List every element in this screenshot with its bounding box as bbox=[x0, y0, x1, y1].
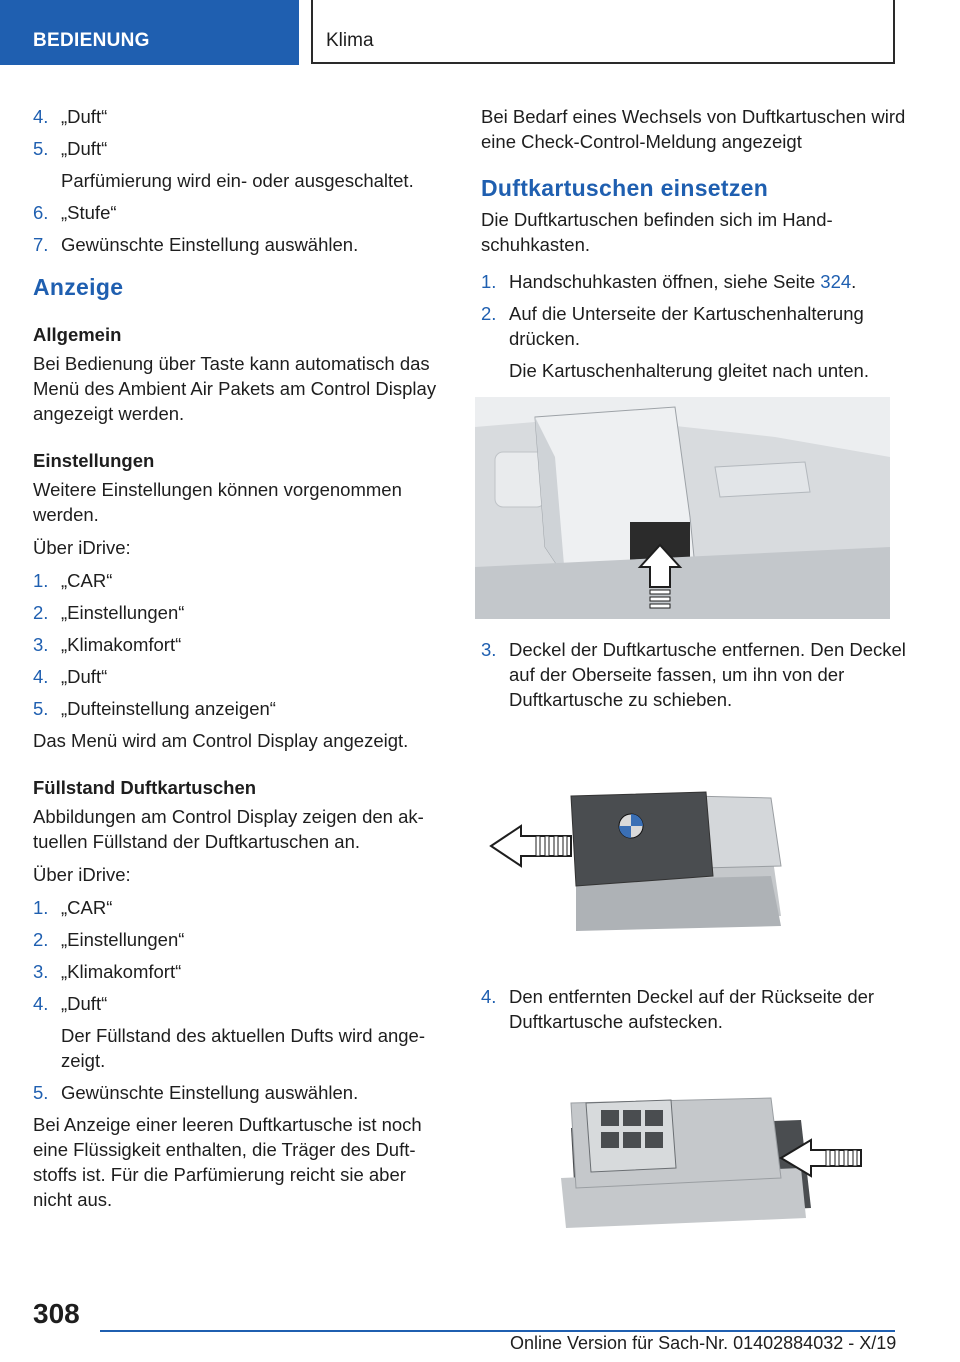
paragraph: Die Duftkartuschen befinden sich im Handschuhkasten. bbox=[481, 209, 833, 255]
list-item: 2. Auf die Unterseite der Kartuschenhalterung drücken. Die Kartuschenhalterung gleitet nach unten. bbox=[481, 303, 869, 381]
chapter-title: Klima bbox=[326, 30, 374, 51]
list-item: 2. „Einstellungen“ bbox=[33, 929, 185, 950]
list-item: 4. Den entfernten Deckel auf der Rückseite der Duftkartusche aufstecken. bbox=[481, 986, 875, 1032]
glovebox-illustration bbox=[475, 397, 890, 619]
footer-divider bbox=[100, 1330, 895, 1332]
paragraph: Weitere Einstellungen können vorgenommen werden. bbox=[33, 479, 402, 525]
list-item: 5. Gewünschte Einstellung auswählen. bbox=[33, 1082, 359, 1103]
list-item: 6. „Stufe“ bbox=[33, 202, 117, 223]
heading-anzeige: Anzeige bbox=[33, 274, 124, 300]
left-column bbox=[33, 104, 448, 1220]
list-item: 3. „Klimakomfort“ bbox=[33, 961, 182, 982]
heading-einsetzen: Duftkartuschen einsetzen bbox=[481, 175, 769, 201]
heading-einstellungen: Einstellungen bbox=[33, 450, 155, 471]
list-item: 3. „Klimakomfort“ bbox=[33, 634, 182, 655]
list-item: 2. „Einstellungen“ bbox=[33, 602, 185, 623]
paragraph: Über iDrive: bbox=[33, 864, 131, 885]
list-item: 5. „Dufteinstellung anzeigen“ bbox=[33, 698, 276, 719]
page-link[interactable]: 324 bbox=[820, 271, 852, 292]
paragraph: Bei Bedarf eines Wechsels von Duftkartuschen wird eine Check-Control-Meldung angezeigt bbox=[481, 106, 906, 152]
section-tab bbox=[0, 0, 299, 65]
list-item: 3. Deckel der Duftkartusche entfernen. Den Deckel auf der Oberseite fassen, um ihn von der Duftkartusche zu schieben. bbox=[481, 639, 906, 710]
paragraph: Bei Bedienung über Taste kann automatisch das Menü des Ambient Air Pakets am Control Display angezeigt werden. bbox=[33, 353, 437, 424]
page-number: 308 bbox=[33, 1298, 80, 1329]
cartridge-back-drawing bbox=[481, 1048, 896, 1270]
list-item: 1. „CAR“ bbox=[33, 897, 113, 918]
right-column bbox=[481, 104, 911, 1288]
cartridge-lid-drawing bbox=[481, 726, 896, 966]
paragraph: Das Menü wird am Control Display angezeigt. bbox=[33, 730, 409, 751]
list-item: 4. „Duft“ bbox=[33, 106, 108, 127]
paragraph: Bei Anzeige einer leeren Duftkartusche ist noch eine Flüssigkeit enthalten, die Träger des Duftstoffs ist. Für die Parfümierung reicht sie aber nicht aus. bbox=[33, 1114, 422, 1210]
footer-text: Online Version für Sach-Nr. 01402884032 - X/19 bbox=[510, 1333, 897, 1353]
paragraph: Über iDrive: bbox=[33, 537, 131, 558]
list-item: 4. „Duft“ Der Füllstand des aktuellen Dufts wird angezeigt. bbox=[33, 993, 426, 1071]
list-item: 7. Gewünschte Einstellung auswählen. bbox=[33, 234, 359, 255]
heading-allgemein: Allgemein bbox=[33, 324, 122, 345]
paragraph: Abbildungen am Control Display zeigen den aktuellen Füllstand der Duftkartuschen an. bbox=[33, 806, 424, 852]
list-item: 5. „Duft“ Parfümierung wird ein- oder ausgeschaltet. bbox=[33, 138, 414, 191]
list-item: 4. „Duft“ bbox=[33, 666, 108, 687]
section-title: BEDIENUNG bbox=[33, 30, 150, 51]
list-item: 1. Handschuhkasten öffnen, siehe Seite 324. bbox=[481, 271, 857, 292]
list-item: 1. „CAR“ bbox=[33, 570, 113, 591]
heading-fuellstand: Füllstand Duftkartuschen bbox=[33, 777, 257, 798]
cartridge-lid-illustration bbox=[481, 726, 896, 966]
chapter-header bbox=[311, 0, 895, 64]
cartridge-back-illustration bbox=[481, 1048, 896, 1270]
glovebox-drawing bbox=[475, 397, 890, 619]
